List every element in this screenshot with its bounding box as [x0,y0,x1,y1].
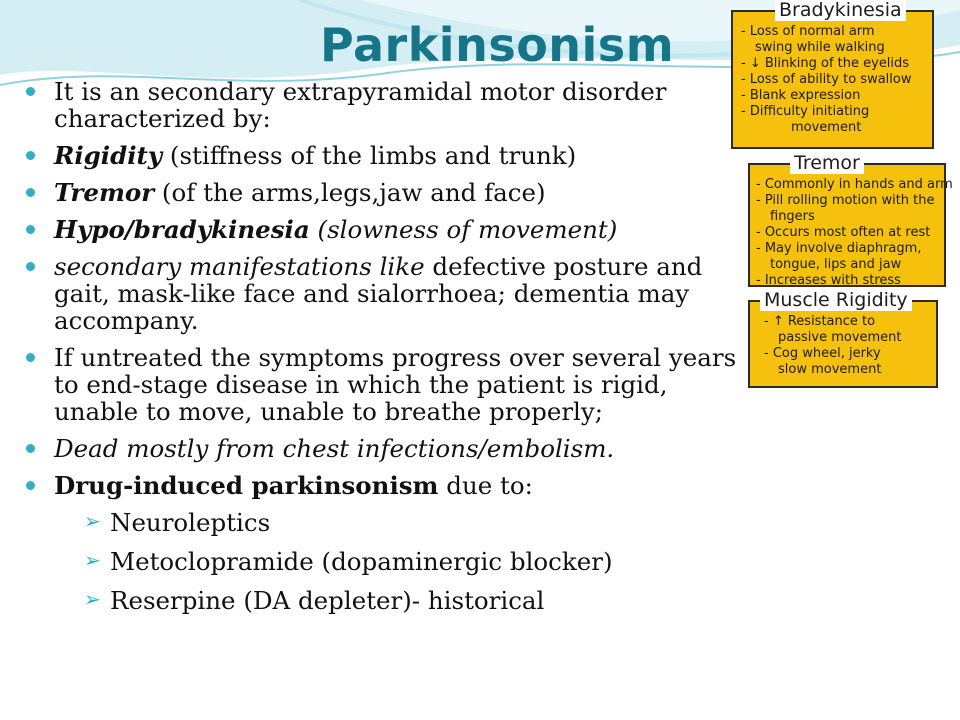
bullet-icon [26,188,35,197]
bullet-untreated: If untreated the symptoms progress over several years to end-stage disease in which the patient is rigid, unable to move, unable to breathe properly; [24,344,744,425]
bradykinesia-box [731,0,934,149]
bullet-icon [26,481,35,490]
bullet-list [24,78,744,499]
drug-sub-list [24,509,744,614]
slide-title: Parkinsonism [320,18,675,72]
bullet-icon [26,444,35,453]
slide-body [24,78,744,626]
bullet-icon [26,262,35,271]
bradykinesia-list: - Loss of normal arm swing while walking - ↓ Blinking of the eyelids - Loss of ability to swallow - Blank expression - Difficulty initiating movement [741,24,912,135]
bullet-icon [26,353,35,362]
arrow-bullet-icon: ➢ [84,587,101,611]
bullet-drug-induced: Drug-induced parkinsonism due to: [24,472,744,499]
sub-bullet-reserpine: ➢ Reserpine (DA depleter)- historical [84,586,545,615]
sub-bullet-metoclopramide: ➢ Metoclopramide (dopaminergic blocker) [84,547,613,576]
muscle-rigidity-list: - ↑ Resistance to passive movement - Cog wheel, jerky slow movement [764,314,902,377]
bullet-icon [26,225,35,234]
tremor-box [748,152,953,288]
tremor-box-title: Tremor [790,152,864,174]
bullet-definition: It is an secondary extrapyramidal motor disorder characterized by: [24,78,744,132]
sub-bullet-neuroleptics: ➢ Neuroleptics [84,508,271,537]
bullet-secondary-manifestations: secondary manifestations like defective posture and gait, mask-like face and sialorrhoea; dementia may accompany. [24,253,744,334]
tremor-list: - Commonly in hands and arm - Pill rolling motion with the fingers - Occurs most often at rest - May involve diaphragm, tongue, lips and jaw - Increases with stress [756,177,953,288]
bullet-tremor: Tremor (of the arms,legs,jaw and face) [24,179,744,206]
bullet-death: Dead mostly from chest infections/embolism. [24,435,744,462]
bullet-icon [26,87,35,96]
bradykinesia-box-title: Bradykinesia [775,0,906,21]
bullet-rigidity: Rigidity (stiffness of the limbs and trunk) [24,142,744,169]
muscle-rigidity-box [748,289,938,388]
bullet-icon [26,151,35,160]
arrow-bullet-icon: ➢ [84,548,101,572]
bullet-bradykinesia: Hypo/bradykinesia (slowness of movement) [24,216,744,243]
arrow-bullet-icon: ➢ [84,509,101,533]
muscle-rigidity-box-title: Muscle Rigidity [760,289,912,311]
